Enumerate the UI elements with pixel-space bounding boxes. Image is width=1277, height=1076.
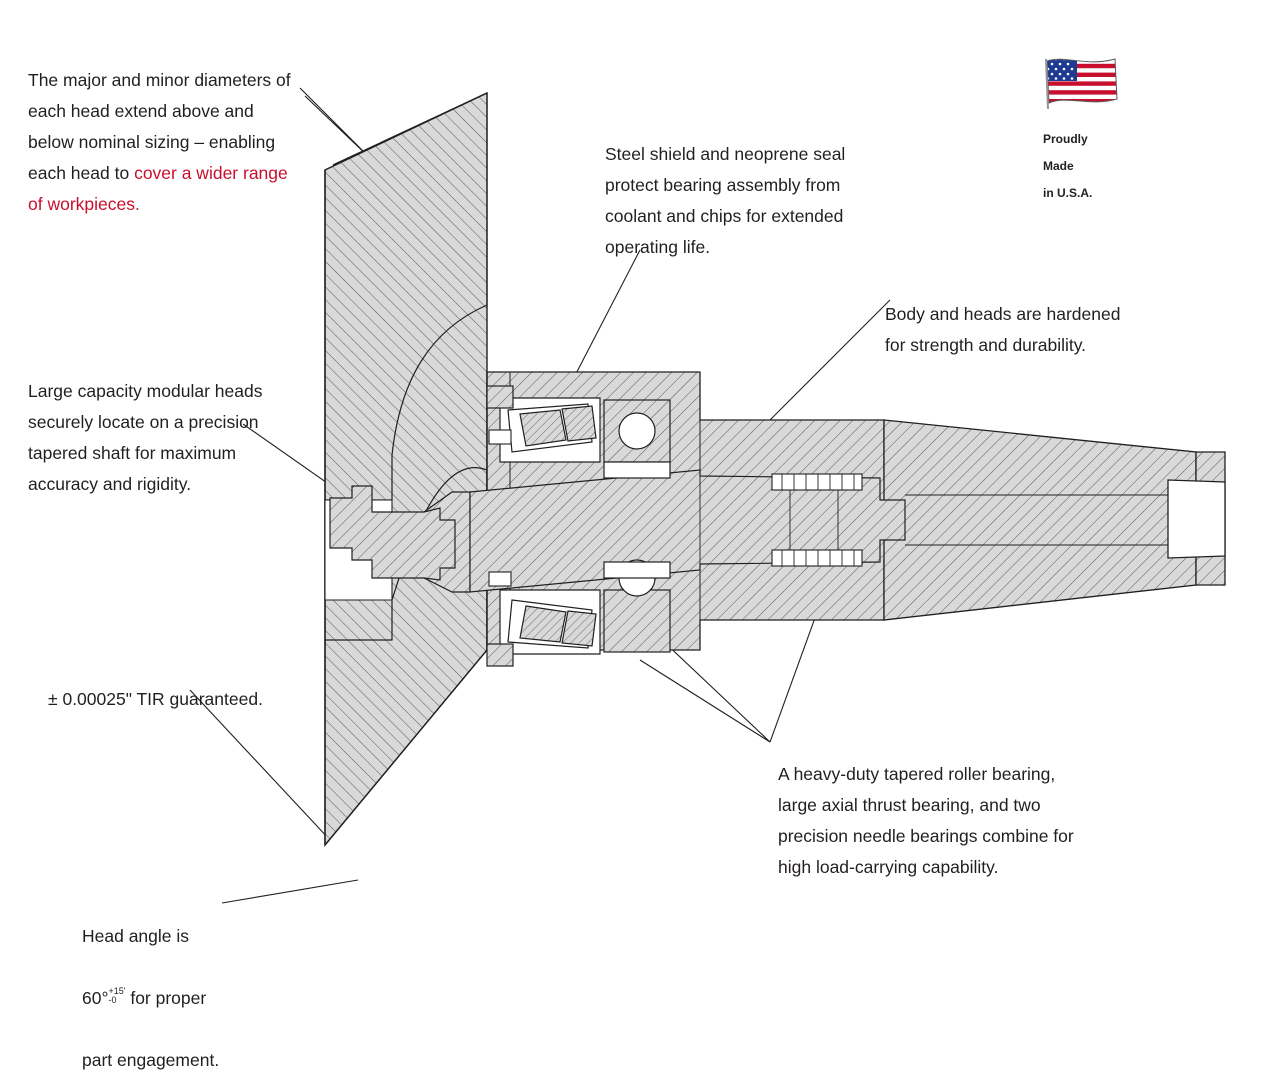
badge-text — [1043, 119, 1138, 200]
proudly-made-in-usa-badge — [1043, 55, 1138, 200]
modular-head-cone — [325, 93, 487, 845]
badge-line-2: Made — [1043, 158, 1074, 173]
callout-large-capacity-modular-heads — [28, 345, 278, 500]
callout-bearing-combination — [778, 728, 1088, 883]
head-angle-tolerance — [108, 987, 125, 1005]
callout-line-3: part engagement. — [82, 1050, 220, 1070]
callout-highlight: cover a wider range of workpieces. — [28, 163, 288, 214]
callout-tir-guarantee — [48, 653, 328, 715]
callout-head-angle — [82, 890, 312, 1076]
callout-text: Large capacity modular heads securely locate on a precision tapered shaft for maximum accuracy and rigidity. — [28, 381, 263, 494]
callout-body-heads-hardened — [885, 268, 1145, 361]
tolerance-upper: +15' — [108, 985, 126, 996]
callout-text: A heavy-duty tapered roller bearing, large axial thrust bearing, and two precision needle bearings combine for high load-carrying capability. — [778, 764, 1074, 877]
tolerance-lower: -0 — [108, 994, 117, 1005]
badge-line-1: Proudly — [1043, 131, 1088, 146]
callout-text: ± 0.00025" TIR guaranteed. — [48, 689, 263, 709]
taper-shank — [884, 420, 1225, 620]
callout-text: Steel shield and neoprene seal protect bearing assembly from coolant and chips for extended operating life. — [605, 144, 846, 257]
callout-line-1: Head angle is — [82, 926, 190, 946]
callout-line-2-prefix: 60° — [82, 988, 109, 1008]
callout-text: The major and minor diameters of each head extend above and below nominal sizing – enabling each head to — [28, 70, 291, 183]
callout-text: Body and heads are hardened for strength and durability. — [885, 304, 1121, 355]
callout-major-minor-diameters — [28, 34, 303, 220]
badge-line-3: in U.S.A. — [1043, 185, 1093, 200]
callout-steel-shield-neoprene-seal — [605, 108, 880, 263]
callout-line-2-suffix: for proper — [125, 988, 207, 1008]
usa-flag-icon — [1043, 55, 1121, 113]
